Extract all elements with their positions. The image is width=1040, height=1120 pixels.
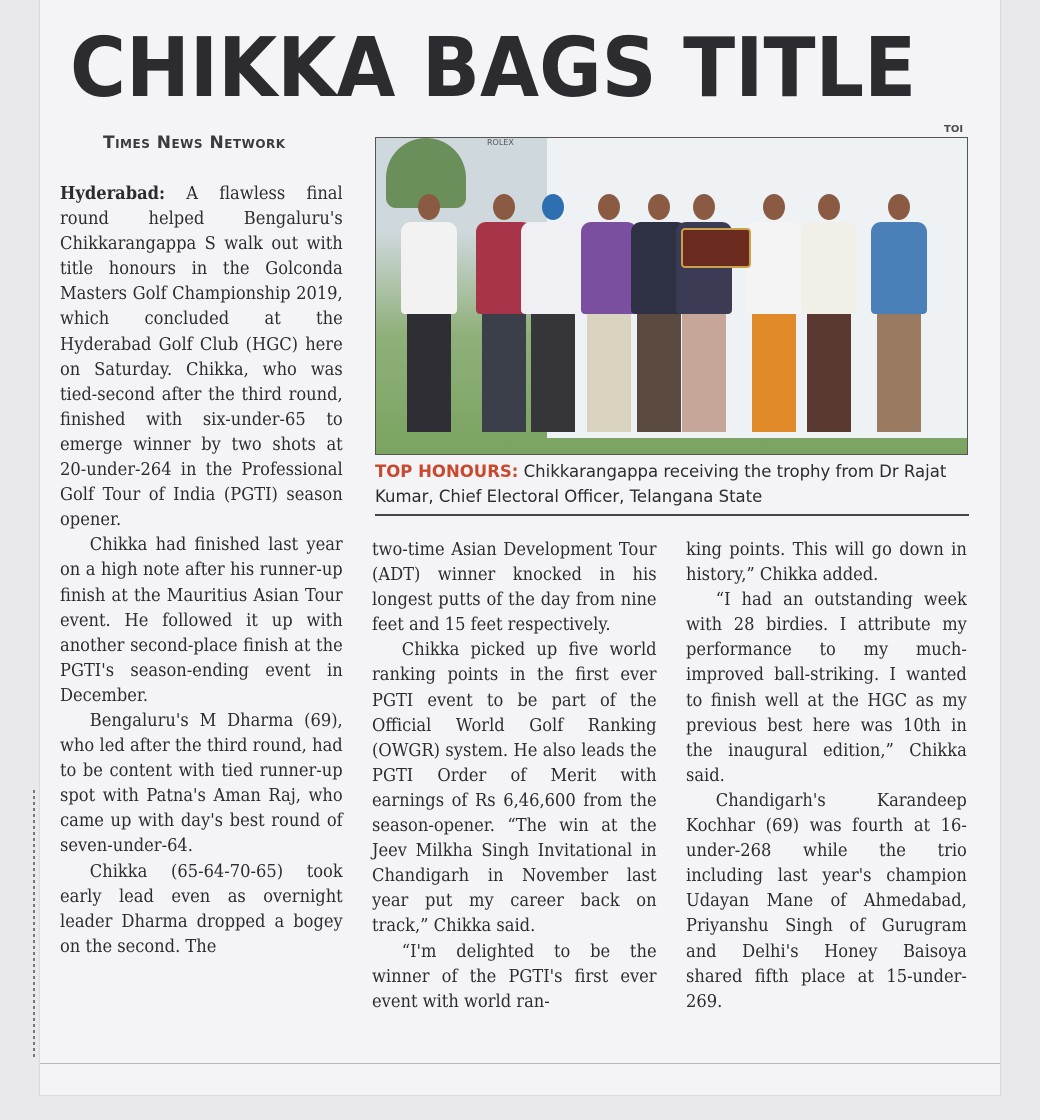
paragraph: “I had an outstanding week with 28 birdies. I attribute my performance to my much-improved ball-striking. I wanted to finish well at the HGC as my previous best here was 10th in the inaugural edition,” Chikka said.	[686, 590, 967, 786]
article-column-2	[372, 538, 657, 1015]
person-9	[871, 194, 927, 432]
caption-text: Chikkarangappa receiving the trophy from Dr Rajat Kumar, Chief Electoral Officer, Telangana State	[375, 462, 947, 506]
person-1	[401, 194, 457, 432]
trophy-photo	[375, 137, 968, 455]
paragraph: king points. This will go down in history,” Chikka added.	[686, 540, 967, 586]
person-3	[521, 194, 585, 432]
paragraph: Chandigarh's Karandeep Kochhar (69) was fourth at 16-under-268 while the trio including last year's champion Udayan Mane of Ahmedabad, Priyanshu Singh of Gurugram and Delhi's Honey Baisoya shared fifth place at 15-under-269.	[686, 790, 967, 1012]
caption-lead: TOP HONOURS:	[375, 462, 519, 481]
paragraph: Bengaluru's M Dharma (69), who led after the third round, had to be content with tied runner-up spot with Patna's Aman Raj, who came up with day's best round of seven-under-64.	[60, 710, 343, 857]
bottom-rule	[40, 1063, 1000, 1064]
byline-text: Times News Network	[103, 133, 286, 153]
paragraph-text: A flawless final round helped Bengaluru's Chikkarangappa S walk out with title honours in the Golconda Masters Golf Championship 2019, which concluded at the Hyderabad Golf Club (HGC) here on Saturday. Chikka, who was tied-second after the third round, finished with six-under-65 to emerge winner by two shots at 20-under-264 in the Professional Golf Tour of India (PGTI) season opener.	[60, 184, 343, 531]
clipping-cut-line	[33, 790, 35, 1060]
caption-rule	[375, 514, 969, 516]
article-column-1	[60, 182, 343, 960]
person-8	[801, 194, 857, 432]
trophy	[681, 228, 751, 268]
paragraph: Chikka had finished last year on a high note after his runner-up finish at the Mauritius Asian Tour event. He followed it up with another second-place finish at the PGTI's season-ending event in December.	[60, 535, 343, 706]
dateline: Hyderabad:	[60, 184, 166, 204]
article-column-3	[686, 538, 967, 1015]
person-4	[581, 194, 637, 432]
paragraph: Chikka (65-64-70-65) took early lead even as overnight leader Dharma dropped a bogey on the second. The	[60, 861, 343, 957]
backdrop-sign: ROLEX	[487, 138, 514, 147]
byline	[103, 133, 286, 153]
photo-caption	[375, 459, 975, 509]
person-7	[746, 194, 802, 432]
paragraph: two-time Asian Development Tour (ADT) winner knocked in his longest putts of the day from nine feet and 15 feet respectively.	[372, 540, 657, 636]
paragraph: Chikka picked up five world ranking points in the first ever PGTI event to be part of the Official World Golf Ranking (OWGR) system. He also leads the PGTI Order of Merit with earnings of Rs 6,46,600 from the season-opener. “The win at the Jeev Milkha Singh Invitational in Chandigarh in November last year put my career back on track,” Chikka said.	[372, 640, 657, 937]
headline: CHIKKA BAGS TITLE	[70, 21, 917, 116]
paragraph: “I'm delighted to be the winner of the PGTI's first ever event with world ran-	[372, 941, 657, 1012]
paragraph	[60, 182, 343, 533]
photo-credit: TOI	[944, 124, 964, 135]
